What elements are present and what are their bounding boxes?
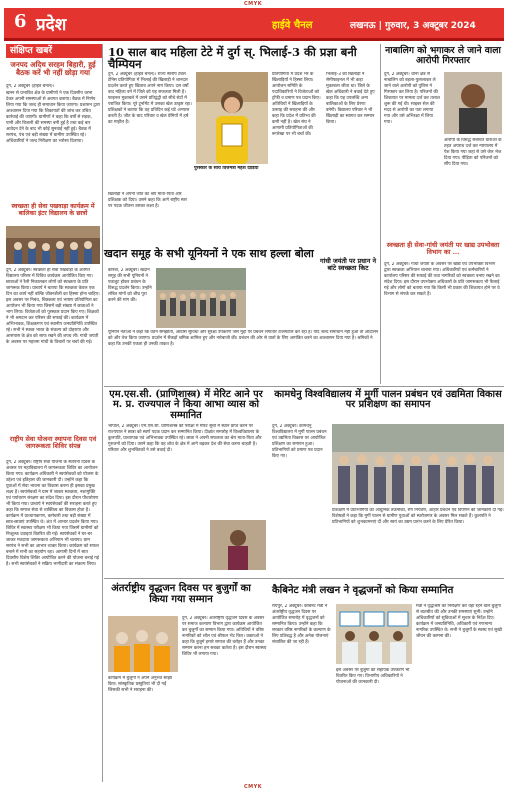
article-9-text-b: मंत्री ने वृद्धाश्रम का निरीक्षण कर वहां रहने वाले बुजुर्गों से बातचीत की और उनकी समस्याएं सुनीं। उन्होंने अधिकारियों को सुविधाओं में सुधार के निर्देश दिए। कार्यक्रम में जनप्रतिनिधि, अधिकारी एवं गणमान्य नागरिक उपस्थित थे। सभी ने बुजुर्गों के स्वस्थ एवं सुखी जीवन की कामना की। [416, 604, 502, 639]
sidebar-headline-3: राष्ट्रीय सेवा योजना स्थापना दिवस एवं जागरूकता शिविर संपन्न [9, 435, 97, 450]
page-header [4, 8, 504, 41]
article-1-caption: पुरस्कार के साथ वित्तमंत्री महेश दांडिया [194, 166, 259, 171]
article-7-photo [332, 424, 504, 504]
article-2-text-b: आरोपी के विरुद्ध संबंधित धाराओं के तहत अपराध दर्ज कर न्यायालय में पेश किया गया जहां से उसे जेल भेज दिया गया। पीड़िता को परिजनों को सौंप दिया गया। [444, 138, 502, 167]
article-1-text-a: दुर्ग, 2 अक्टूबर (हाईवे चैनल)। राज्य स्तरीय टेबल टेनिस प्रतियोगिता में भिलाई की खिलाड़ी ने शानदार प्रदर्शन करते हुए खिताब अपने नाम किया। दस वर्षों बाद महिला वर्ग में जिले को यह सफलता मिली है। फाइनल मुकाबले में उसने प्रतिद्वंद्वी को सीधे सेटों में पराजित किया। पूरे टूर्नामेंट में उसका खेल उत्कृष्ट रहा। प्रशिक्षकों ने बताया कि वह प्रतिदिन कई घंटे अभ्यास करती है। जीत के बाद परिवार व खेल प्रेमियों में हर्ष का माहौल है। [108, 72, 192, 125]
sidebar-text-1: दुर्ग, 2 अक्टूबर (हाईवे चैनल)। खनन से प्रभावित क्षेत्र के ग्रामीणों ने एक दिवसीय धरना देकर अपनी समस्याओं से अवगत कराया। बैठक में निर्णय लिया गया कि जल्द ही समाधान किया जाएगा। प्रशासन द्वारा आश्वासन दिया गया कि शिकायतों की जांच कर उचित कार्रवाई की जाएगी। ग्रामीणों ने कहा कि वर्षों से सड़क, पानी और बिजली की समस्या बनी हुई है तथा कई बार आवेदन देने के बाद भी कोई सुनवाई नहीं हुई। बैठक में सरपंच, पंच एवं बड़ी संख्या में ग्रामीण उपस्थित रहे। अधिकारियों ने जल्द निरीक्षण का भरोसा दिलाया। [6, 84, 100, 144]
dateline-header: लखनऊ | गुरुवार, 3 अक्टूबर 2024 [350, 21, 476, 31]
divider-lower [104, 578, 504, 579]
article-5-text: दुर्ग, 2 अक्टूबर। गांधी जयंती के अवसर पर खाद्य एवं उपभोक्ता विभाग द्वारा स्वच्छता अभियान चलाया गया। अधिकारियों एवं कर्मचारियों ने कार्यालय परिसर की सफाई की तथा नागरिकों को स्वच्छता बनाए रखने का संदेश दिया। इस दौरान उपभोक्ता अधिकारों के प्रति जागरूकता भी फैलाई गई और लोगों को बताया गया कि किसी भी प्रकार की शिकायत होने पर वे विभाग से संपर्क कर सकते हैं। [384, 262, 500, 297]
article-3-text-b: यूनियन नेताओं ने कहा कि वेतन समझौता, आवास सुविधा और सुरक्षा उपकरण जैसे मुद्दों पर प्रबंधन लगातार टालमटोल कर रहा है। यदि जल्द समाधान नहीं हुआ तो आंदोलन को और तेज किया जाएगा। प्रदर्शन में सैकड़ों श्रमिक शामिल हुए और नारेबाजी की। प्रबंधन की ओर से वार्ता के लिए आमंत्रित करने का आश्वासन दिया गया है। श्रमिकों ने कहा कि उनकी एकता ही उनकी ताकत है। [108, 330, 379, 347]
article-1-text-c: प्रतियोगिता में प्रदेश भर के खिलाड़ियों ने हिस्सा लिया। आयोजन समिति के पदाधिकारियों ने विजेताओं को ट्रॉफी व प्रमाण पत्र प्रदान किए। अतिथियों ने खिलाड़ियों के उत्साह की सराहना की और कहा कि प्रदेश में प्रतिभा की कमी नहीं है। खेल संघ ने आगामी प्रतियोगिताओं की रूपरेखा पर भी चर्चा की। [272, 72, 321, 137]
cmyk-mark-bottom: CMYK [244, 784, 263, 790]
dateline: दुर्ग, 2 अक्टूबर (हाईवे चैनल)। [6, 84, 55, 89]
sidebar-photo-1 [6, 226, 100, 264]
article-7-text-a: दुर्ग, 2 अक्टूबर। कामधेनु विश्वविद्यालय में मुर्गी पालन प्रबंधन एवं उद्यमिता विकास पर आयोजित प्रशिक्षण का समापन हुआ। प्रतिभागियों को प्रमाण पत्र प्रदान किए गए। [272, 424, 327, 459]
article-2-text-a: दुर्ग, 2 अक्टूबर। थाना क्षेत्र से नाबालिग को बहला-फुसलाकर ले जाने वाले आरोपी को पुलिस ने गिरफ्तार कर लिया है। परिजनों की शिकायत पर मामला दर्ज कर तलाश शुरू की गई थी। साइबर सेल की मदद से आरोपी का पता लगाया गया और उसे अभिरक्षा में लिया गया। [384, 72, 440, 125]
article-3-photo [156, 268, 246, 328]
sidebar-divider [102, 44, 103, 782]
article-8-text: दुर्ग, 2 अक्टूबर। अंतर्राष्ट्रीय वृद्धजन दिवस के अवसर पर समाज कल्याण विभाग द्वारा कार्यक्रम आयोजित कर बुजुर्गों का सम्मान किया गया। अतिथियों ने वरिष्ठ नागरिकों को शॉल एवं श्रीफल भेंट किए। वक्ताओं ने कहा कि बुजुर्ग हमारे समाज की धरोहर हैं और उनका सम्मान करना हम सबका कर्तव्य है। इस दौरान स्वास्थ्य शिविर भी लगाया गया। [182, 616, 267, 657]
article-6-photo [210, 520, 266, 570]
article-2-headline: नाबालिग को भगाकर ले जाने वाला आरोपी गिरफ्तार [385, 45, 501, 66]
column-divider-right [380, 44, 381, 384]
article-6-headline: एम.एस.सी. (प्राणिशास्त्र) में मेरिट आने पर म. प्र. राज्यपाल ने किया आभा व्यास को सम्मानित [109, 389, 263, 421]
article-1-photo [196, 72, 268, 164]
divider-mid [104, 386, 504, 387]
sidebar-text-2: दुर्ग, 2 अक्टूबर। स्वच्छता ही सेवा पखवाड़ा के अंतर्गत विद्यालय परिसर में विविध कार्यक्रम आयोजित किए गए। छात्राओं ने रैली निकालकर लोगों को स्वच्छता के प्रति जागरूक किया। प्राचार्य ने बताया कि स्वच्छता केवल एक दिन का कार्य नहीं बल्कि जीवनशैली का हिस्सा होना चाहिए। इस अवसर पर निबंध, चित्रकला एवं भाषण प्रतियोगिता का आयोजन भी किया गया जिसमें बड़ी संख्या में छात्राओं ने भाग लिया। विजेताओं को पुरस्कार प्रदान किए गए। शिक्षकों ने भी श्रमदान कर परिसर की सफाई की। कार्यक्रम में अभिभावक, शिक्षकगण एवं स्थानीय जनप्रतिनिधि उपस्थित रहे। सभी ने स्वच्छ भारत के संकल्प को दोहराया और आसपास के क्षेत्र को साफ रखने की शपथ ली। गांधी जयंती के अवसर पर महात्मा गांधी के विचारों पर चर्चा की गई। [6, 268, 100, 345]
sidebar-headline-2: स्वच्छता ही सेवा पखवाड़ा कार्यक्रम में बालिका इंटर विद्यालय के छात्रों [11, 203, 95, 217]
article-5-headline: स्वच्छता ही सेवा-गांधी जयंती पर खाद्य उपभोक्ता विभाग का ... [386, 241, 500, 256]
newspaper-logo: हाईवे चैनल [272, 20, 313, 31]
section-title: प्रदेश [36, 15, 67, 35]
article-6-text: भोपाल, 2 अक्टूबर। एम.एस.सी. प्राणिशास्त्र की परीक्षा में मेरिट सूची में स्थान प्राप्त करने पर राज्यपाल ने छात्रा को स्वर्ण पदक प्रदान कर सम्मानित किया। दीक्षांत समारोह में विश्वविद्यालय के कुलपति, प्राध्यापक एवं अभिभावक उपस्थित रहे। छात्रा ने अपनी सफलता का श्रेय माता-पिता और गुरुजनों को दिया। उसने कहा कि वह शोध के क्षेत्र में आगे बढ़कर देश की सेवा करना चाहती है। परिवार और शुभचिंतकों ने उसे बधाई दी। [108, 424, 262, 453]
sidebar-text-3: दुर्ग, 2 अक्टूबर। राष्ट्रीय सेवा योजना के स्थापना दिवस के अवसर पर महाविद्यालय में जागरूकता शिविर का आयोजन किया गया। कार्यक्रम अधिकारी ने स्वयंसेवकों को योजना के उद्देश्य एवं इतिहास की जानकारी दी। उन्होंने कहा कि युवाओं में सेवा भावना का विकास करना ही इसका प्रमुख लक्ष्य है। स्वयंसेवकों ने ग्राम में जाकर स्वच्छता, नशामुक्ति एवं पर्यावरण संरक्षण का संदेश दिया। इस दौरान पौधारोपण भी किया गया। प्राचार्य ने स्वयंसेवकों की सराहना करते हुए कहा कि समाज सेवा से व्यक्तित्व का विकास होता है। कार्यक्रम में प्राध्यापकगण, कर्मचारी तथा बड़ी संख्या में छात्र-छात्राएं उपस्थित थे। अंत में आभार प्रदर्शन किया गया। शिविर में स्वास्थ्य परीक्षण भी किया गया जिसमें ग्रामीणों को निःशुल्क दवाइयां वितरित की गईं। स्वयंसेवकों ने घर-घर जाकर मतदाता जागरूकता अभियान भी चलाया। ग्राम सरपंच ने सभी का आभार व्यक्त किया। कार्यक्रम को सफल बनाने में सभी का सहयोग रहा। आगामी दिनों में सात दिवसीय विशेष शिविर आयोजित करने की योजना बनाई गई है। सभी स्वयंसेवकों ने सक्रिय भागीदारी का संकल्प लिया। [6, 460, 99, 567]
article-1-headline: 10 साल बाद महिला टेटे में दुर्ग स्. भिलाई-3 की प्रज्ञा बनी चैम्पियन [108, 45, 357, 72]
article-1-text-d: भिलाई-3 की खिलाड़ी ने सेमीफाइनल में भी कड़ा मुकाबला जीता था। जिले के खेल अधिकारी ने बधाई देते हुए कहा कि यह उपलब्धि अन्य बालिकाओं के लिए प्रेरणा बनेगी। विद्यालय परिवार ने भी खिलाड़ी का स्वागत कर सम्मान किया। [326, 72, 375, 125]
article-7-headline: कामधेनु विश्वविद्यालय में मुर्गी पालन प्रबंधन एवं उद्यमिता विकास पर प्रशिक्षण का समापन [274, 389, 502, 411]
article-7-text-b: प्रशिक्षण में प्रतिभागियों को आधुनिक तकनीकों, रोग नियंत्रण, आहार प्रबंधन एवं विपणन की जानकारी दी गई। विशेषज्ञों ने कहा कि मुर्गी पालन से ग्रामीण युवाओं को स्वरोजगार के अवसर मिल सकते हैं। कुलपति ने प्रतिभागियों को शुभकामनाएं दीं और स्वयं का उद्यम प्रारंभ करने के लिए प्रेरित किया। [332, 508, 504, 525]
article-9-headline: कैबिनेट मंत्री लखन ने वृद्धजनों को किया सम्मानित [272, 585, 454, 596]
article-8-photo [108, 616, 178, 672]
article-3-text-a: कोरबा, 2 अक्टूबर। खदान समूह की सभी यूनियनों ने एकजुट होकर प्रबंधन के विरुद्ध प्रदर्शन किया। उन्होंने लंबित मांगों को शीघ्र पूरा करने की मांग की। [108, 268, 152, 303]
article-9-text-a: रायपुर, 2 अक्टूबर। कैबिनेट मंत्री ने अंतर्राष्ट्रीय वृद्धजन दिवस पर आयोजित समारोह में वृद्धजनों को सम्मानित किया। उन्होंने कहा कि सरकार वरिष्ठ नागरिकों के कल्याण के लिए प्रतिबद्ध है और अनेक योजनाएं संचालित की जा रही हैं। [272, 604, 331, 645]
article-1-text-b: खिलाड़ी ने अपनी जीत का श्रेय माता-पिता और प्रशिक्षक को दिया। उसने कहा कि आगे राष्ट्रीय स्तर पर पदक जीतना उसका लक्ष्य है। [108, 192, 187, 209]
cmyk-mark-top: CMYK [244, 1, 263, 7]
sidebar-label: संक्षिप्त खबरें [6, 44, 102, 58]
article-4-headline: गांधी जयंती पर प्रधान ने बांटे स्वच्छता किट [319, 257, 377, 272]
sidebar-headline-1: जनपद अदिथ सरहम बिहारी, हुई बैठक करें भी नहीं छोड़ा गया [10, 60, 96, 77]
article-3-headline: खदान समूह के सभी यूनियनों ने एक साथ हल्ला बोला [104, 247, 314, 260]
article-9-text-c: इस अवसर पर बुजुर्गों को सहायक उपकरण भी वितरित किए गए। विभागीय अधिकारियों ने योजनाओं की जानकारी दी। [336, 668, 410, 685]
article-8-text-b: कार्यक्रम में बुजुर्गों ने अपने अनुभव साझा किए। सांस्कृतिक प्रस्तुतियां भी दी गईं जिसकी सभी ने सराहना की। [108, 676, 173, 693]
page-number: 6 [14, 11, 27, 32]
article-2-photo [444, 72, 502, 134]
article-9-photo [336, 604, 412, 664]
article-8-headline: अंतर्राष्ट्रीय वृद्धजन दिवस पर बुजुर्गों का किया गया सम्मान [111, 583, 251, 605]
